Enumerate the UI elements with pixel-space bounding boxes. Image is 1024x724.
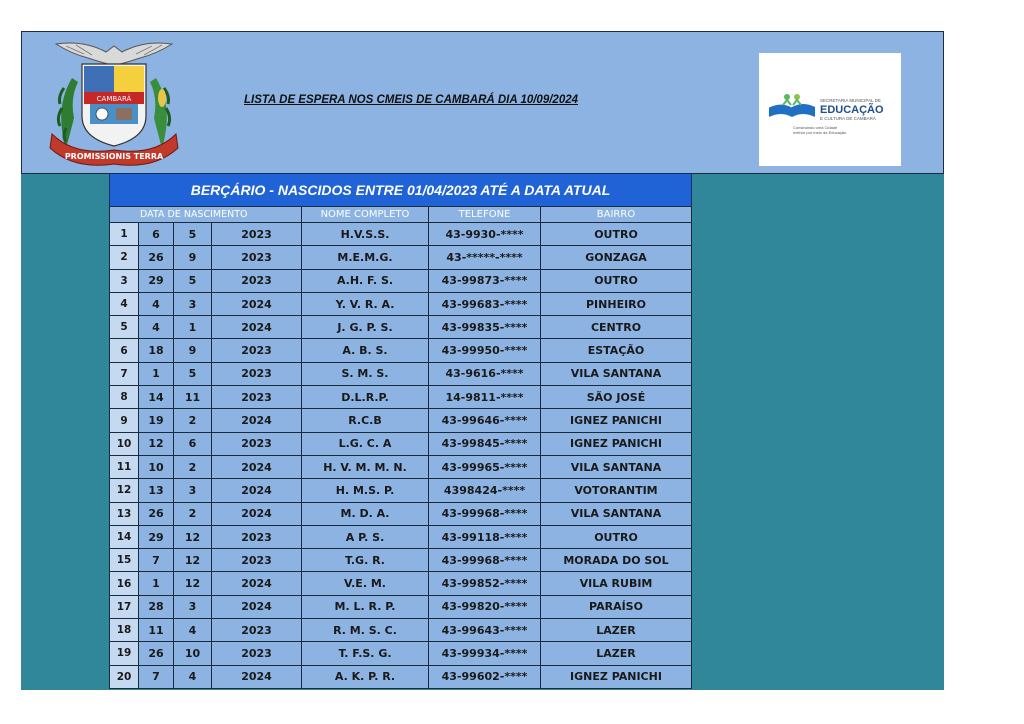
- row-number: 10: [110, 432, 139, 455]
- birth-day: 29: [139, 269, 174, 292]
- birth-month: 2: [174, 409, 212, 432]
- table-row: [110, 455, 692, 478]
- logo-line3: E CULTURA DE CAMBARÁ: [820, 116, 876, 121]
- child-initials: H. V. M. M. N.: [302, 455, 429, 478]
- table-row: [110, 549, 692, 572]
- birth-day: 12: [139, 432, 174, 455]
- district: OUTRO: [541, 269, 692, 292]
- birth-year: 2023: [212, 525, 302, 548]
- district: VOTORANTIM: [541, 479, 692, 502]
- child-initials: A.H. F. S.: [302, 269, 429, 292]
- birth-year: 2024: [212, 572, 302, 595]
- birth-month: 12: [174, 525, 212, 548]
- birth-day: 4: [139, 316, 174, 339]
- birth-year: 2023: [212, 386, 302, 409]
- birth-day: 29: [139, 525, 174, 548]
- row-number: 7: [110, 362, 139, 385]
- birth-year: 2023: [212, 642, 302, 665]
- district: OUTRO: [541, 525, 692, 548]
- birth-day: 13: [139, 479, 174, 502]
- phone-number: 43-99950-****: [429, 339, 541, 362]
- child-initials: A. B. S.: [302, 339, 429, 362]
- child-initials: J. G. P. S.: [302, 316, 429, 339]
- table-row: [110, 432, 692, 455]
- table-row: [110, 525, 692, 548]
- birth-month: 2: [174, 502, 212, 525]
- district: VILA RUBIM: [541, 572, 692, 595]
- education-logo: [759, 53, 901, 166]
- phone-number: 43-99820-****: [429, 595, 541, 618]
- phone-number: 43-99845-****: [429, 432, 541, 455]
- birth-month: 5: [174, 362, 212, 385]
- table-row: [110, 292, 692, 315]
- table-row: [110, 572, 692, 595]
- birth-month: 9: [174, 339, 212, 362]
- child-initials: R.C.B: [302, 409, 429, 432]
- child-initials: T. F.S. G.: [302, 642, 429, 665]
- birth-day: 18: [139, 339, 174, 362]
- logo-line2: EDUCAÇÃO: [820, 104, 884, 116]
- phone-number: 43-99643-****: [429, 619, 541, 642]
- phone-number: 43-99968-****: [429, 549, 541, 572]
- child-initials: M.E.M.G.: [302, 246, 429, 269]
- birth-month: 2: [174, 455, 212, 478]
- row-number: 14: [110, 525, 139, 548]
- birth-day: 26: [139, 246, 174, 269]
- child-initials: A. K. P. R.: [302, 665, 429, 688]
- phone-number: 43-99118-****: [429, 525, 541, 548]
- table-row: [110, 223, 692, 246]
- child-initials: H.V.S.S.: [302, 223, 429, 246]
- birth-day: 26: [139, 642, 174, 665]
- table-row: [110, 642, 692, 665]
- birth-year: 2023: [212, 223, 302, 246]
- svg-text:CAMBARÁ: CAMBARÁ: [96, 95, 132, 103]
- table-row: [110, 409, 692, 432]
- table-row: [110, 386, 692, 409]
- birth-month: 3: [174, 292, 212, 315]
- phone-number: 4398424-****: [429, 479, 541, 502]
- child-initials: T.G. R.: [302, 549, 429, 572]
- district: ESTAÇÃO: [541, 339, 692, 362]
- birth-year: 2023: [212, 432, 302, 455]
- birth-month: 10: [174, 642, 212, 665]
- row-number: 6: [110, 339, 139, 362]
- district: IGNEZ PANICHI: [541, 665, 692, 688]
- district: GONZAGA: [541, 246, 692, 269]
- row-number: 2: [110, 246, 139, 269]
- phone-number: 43-9616-****: [429, 362, 541, 385]
- child-initials: D.L.R.P.: [302, 386, 429, 409]
- district: LAZER: [541, 619, 692, 642]
- birth-day: 7: [139, 665, 174, 688]
- row-number: 16: [110, 572, 139, 595]
- education-book-icon: [767, 91, 817, 121]
- phone-number: 43-*****-****: [429, 246, 541, 269]
- district: IGNEZ PANICHI: [541, 432, 692, 455]
- birth-month: 1: [174, 316, 212, 339]
- district: VILA SANTANA: [541, 362, 692, 385]
- birth-month: 6: [174, 432, 212, 455]
- phone-number: 43-99873-****: [429, 269, 541, 292]
- table-row: [110, 479, 692, 502]
- birth-day: 26: [139, 502, 174, 525]
- birth-day: 10: [139, 455, 174, 478]
- table-row: [110, 339, 692, 362]
- table-row: [110, 502, 692, 525]
- child-initials: S. M. S.: [302, 362, 429, 385]
- birth-month: 5: [174, 269, 212, 292]
- svg-text:PROMISSIONIS TERRA: PROMISSIONIS TERRA: [64, 152, 164, 161]
- district: MORADA DO SOL: [541, 549, 692, 572]
- row-number: 15: [110, 549, 139, 572]
- birth-day: 19: [139, 409, 174, 432]
- child-initials: Y. V. R. A.: [302, 292, 429, 315]
- child-initials: M. L. R. P.: [302, 595, 429, 618]
- birth-month: 11: [174, 386, 212, 409]
- phone-number: 43-99968-****: [429, 502, 541, 525]
- birth-month: 12: [174, 572, 212, 595]
- district: PINHEIRO: [541, 292, 692, 315]
- row-number: 11: [110, 455, 139, 478]
- table-row: [110, 316, 692, 339]
- birth-year: 2023: [212, 339, 302, 362]
- birth-year: 2023: [212, 362, 302, 385]
- birth-year: 2024: [212, 665, 302, 688]
- child-initials: L.G. C. A: [302, 432, 429, 455]
- district: VILA SANTANA: [541, 455, 692, 478]
- table-row: [110, 269, 692, 292]
- birth-day: 14: [139, 386, 174, 409]
- logo-line1: SECRETARIA MUNICIPAL DE: [820, 98, 881, 103]
- waiting-list-table: [109, 206, 692, 689]
- header-birth-date: DATA DE NASCIMENTO: [110, 207, 302, 223]
- table-row: [110, 595, 692, 618]
- header-district: BAIRRO: [541, 207, 692, 223]
- birth-year: 2023: [212, 246, 302, 269]
- table-row: [110, 619, 692, 642]
- header-name: NOME COMPLETO: [302, 207, 429, 223]
- child-initials: A P. S.: [302, 525, 429, 548]
- district: CENTRO: [541, 316, 692, 339]
- city-crest-icon: [44, 38, 184, 170]
- birth-year: 2024: [212, 455, 302, 478]
- row-number: 13: [110, 502, 139, 525]
- row-number: 1: [110, 223, 139, 246]
- child-initials: M. D. A.: [302, 502, 429, 525]
- birth-month: 4: [174, 665, 212, 688]
- row-number: 9: [110, 409, 139, 432]
- table-row: [110, 246, 692, 269]
- birth-day: 1: [139, 572, 174, 595]
- district: SÃO JOSÉ: [541, 386, 692, 409]
- birth-month: 5: [174, 223, 212, 246]
- phone-number: 14-9811-****: [429, 386, 541, 409]
- birth-year: 2024: [212, 409, 302, 432]
- row-number: 4: [110, 292, 139, 315]
- row-number: 17: [110, 595, 139, 618]
- birth-year: 2023: [212, 549, 302, 572]
- phone-number: 43-99602-****: [429, 665, 541, 688]
- birth-month: 3: [174, 595, 212, 618]
- phone-number: 43-99934-****: [429, 642, 541, 665]
- birth-year: 2024: [212, 292, 302, 315]
- birth-year: 2024: [212, 316, 302, 339]
- child-initials: H. M.S. P.: [302, 479, 429, 502]
- birth-year: 2024: [212, 502, 302, 525]
- table-banner: BERÇÁRIO - NASCIDOS ENTRE 01/04/2023 ATÉ A DATA ATUAL: [109, 173, 692, 207]
- row-number: 8: [110, 386, 139, 409]
- district: VILA SANTANA: [541, 502, 692, 525]
- birth-month: 9: [174, 246, 212, 269]
- district: OUTRO: [541, 223, 692, 246]
- district: PARAÍSO: [541, 595, 692, 618]
- header-phone: TELEFONE: [429, 207, 541, 223]
- child-initials: R. M. S. C.: [302, 619, 429, 642]
- child-initials: V.E. M.: [302, 572, 429, 595]
- logo-tagline2: melhor por meio da Educação: [793, 130, 847, 135]
- birth-year: 2023: [212, 619, 302, 642]
- birth-year: 2024: [212, 595, 302, 618]
- row-number: 18: [110, 619, 139, 642]
- phone-number: 43-99646-****: [429, 409, 541, 432]
- district: IGNEZ PANICHI: [541, 409, 692, 432]
- table-header-row: [110, 207, 692, 223]
- table-row: [110, 362, 692, 385]
- phone-number: 43-99965-****: [429, 455, 541, 478]
- birth-day: 4: [139, 292, 174, 315]
- birth-month: 4: [174, 619, 212, 642]
- row-number: 12: [110, 479, 139, 502]
- row-number: 3: [110, 269, 139, 292]
- row-number: 5: [110, 316, 139, 339]
- birth-year: 2024: [212, 479, 302, 502]
- row-number: 20: [110, 665, 139, 688]
- phone-number: 43-9930-****: [429, 223, 541, 246]
- table-row: [110, 665, 692, 688]
- row-number: 19: [110, 642, 139, 665]
- phone-number: 43-99683-****: [429, 292, 541, 315]
- birth-day: 7: [139, 549, 174, 572]
- phone-number: 43-99852-****: [429, 572, 541, 595]
- birth-month: 12: [174, 549, 212, 572]
- birth-day: 1: [139, 362, 174, 385]
- page-title: LISTA DE ESPERA NOS CMEIS DE CAMBARÁ DIA 10/09/2024: [244, 94, 578, 106]
- district: LAZER: [541, 642, 692, 665]
- birth-month: 3: [174, 479, 212, 502]
- phone-number: 43-99835-****: [429, 316, 541, 339]
- birth-day: 6: [139, 223, 174, 246]
- birth-day: 11: [139, 619, 174, 642]
- logo-tagline1: Construindo uma Cidade: [793, 125, 838, 130]
- birth-day: 28: [139, 595, 174, 618]
- birth-year: 2023: [212, 269, 302, 292]
